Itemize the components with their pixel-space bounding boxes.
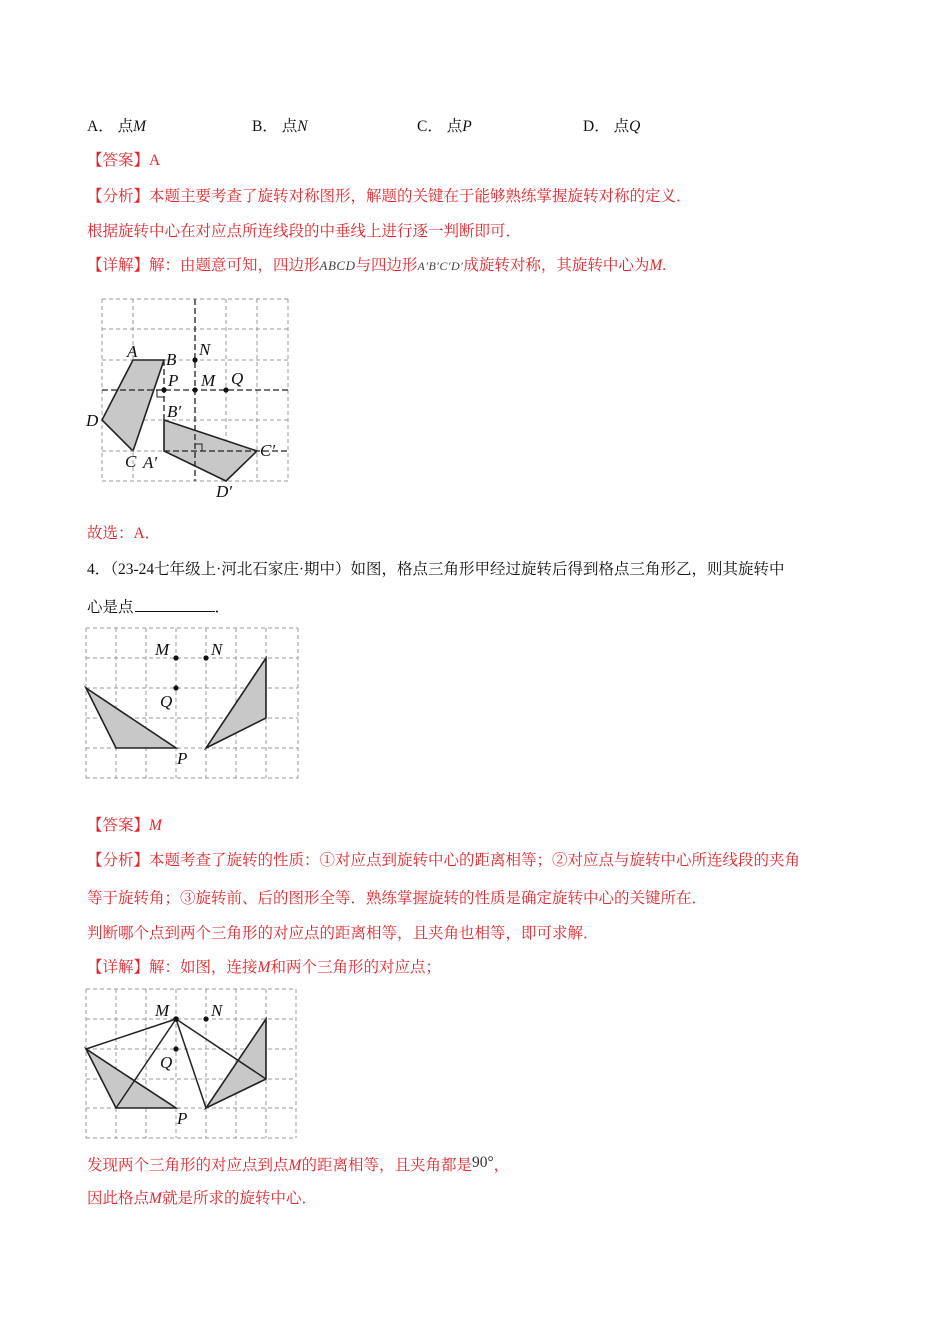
q3-conclusion: 故选：A．: [87, 525, 161, 542]
q3-answer: 【答案】A: [87, 152, 161, 169]
svg-text:A′: A′: [143, 453, 158, 472]
q3-figure: [80, 290, 310, 505]
svg-text:C: C: [125, 452, 137, 471]
option-b: B． 点N: [252, 118, 308, 135]
answer-blank: [135, 597, 215, 612]
svg-text:D′: D′: [216, 482, 232, 501]
svg-text:Q: Q: [231, 369, 244, 388]
svg-text:P: P: [177, 1109, 188, 1128]
svg-text:N: N: [211, 640, 223, 659]
option-c: C． 点P: [417, 118, 472, 135]
q3-analysis-line1: 【分析】本题主要考查了旋转对称图形，解题的关键在于能够熟练掌握旋转对称的定义．: [87, 188, 692, 205]
q4-solution-figure: [80, 982, 310, 1147]
svg-text:N: N: [199, 340, 211, 359]
q4-stem-line2: 心是点 ．: [87, 599, 231, 616]
svg-text:P: P: [177, 749, 188, 768]
q4-answer: 【答案】M: [87, 817, 162, 834]
svg-text:C′: C′: [260, 441, 276, 460]
q4-analysis-line3: 判断哪个点到两个三角形的对应点的距离相等，且夹角也相等，即可求解．: [87, 925, 599, 942]
q4-analysis-line1: 【分析】本题考查了旋转的性质：①对应点到旋转中心的距离相等；②对应点与旋转中心所连线段的夹角: [87, 852, 801, 869]
q4-analysis-line2: 等于旋转角；③旋转前、后的图形全等．熟练掌握旋转的性质是确定旋转中心的关键所在．: [87, 890, 708, 907]
option-a: A． 点M: [87, 118, 147, 135]
q4-figure: [80, 620, 310, 790]
q4-finding: 发现两个三角形的对应点到点M的距离相等，且夹角都是90°，: [87, 1154, 510, 1174]
svg-text:B: B: [166, 350, 177, 369]
svg-text:A: A: [127, 342, 138, 361]
svg-text:N: N: [211, 1001, 223, 1020]
q4-stem-line1: 4．（23-24七年级上·河北石家庄·期中）如图，格点三角形甲经过旋转后得到格点三角形乙，则其旋转中: [87, 561, 785, 578]
q3-analysis-line2: 根据旋转中心在对应点所连线段的中垂线上进行逐一判断即可．: [87, 223, 522, 240]
svg-text:Q: Q: [160, 692, 173, 711]
q4-conclusion: 因此格点M就是所求的旋转中心．: [87, 1190, 317, 1207]
option-d: D． 点Q: [583, 118, 641, 135]
svg-text:D: D: [86, 411, 99, 430]
quad-abcd: [102, 360, 164, 451]
svg-text:M: M: [155, 640, 170, 659]
svg-text:M: M: [155, 1001, 170, 1020]
svg-text:P: P: [168, 371, 179, 390]
q4-detail: 【详解】解：如图，连接M和两个三角形的对应点；: [87, 959, 441, 976]
q3-detail: 【详解】解：由题意可知，四边形ABCD与四边形A′B′C′D′成旋转对称，其旋转中心为M.: [87, 257, 667, 274]
svg-text:Q: Q: [160, 1053, 173, 1072]
svg-text:B′: B′: [167, 402, 182, 421]
svg-text:M: M: [201, 371, 216, 390]
